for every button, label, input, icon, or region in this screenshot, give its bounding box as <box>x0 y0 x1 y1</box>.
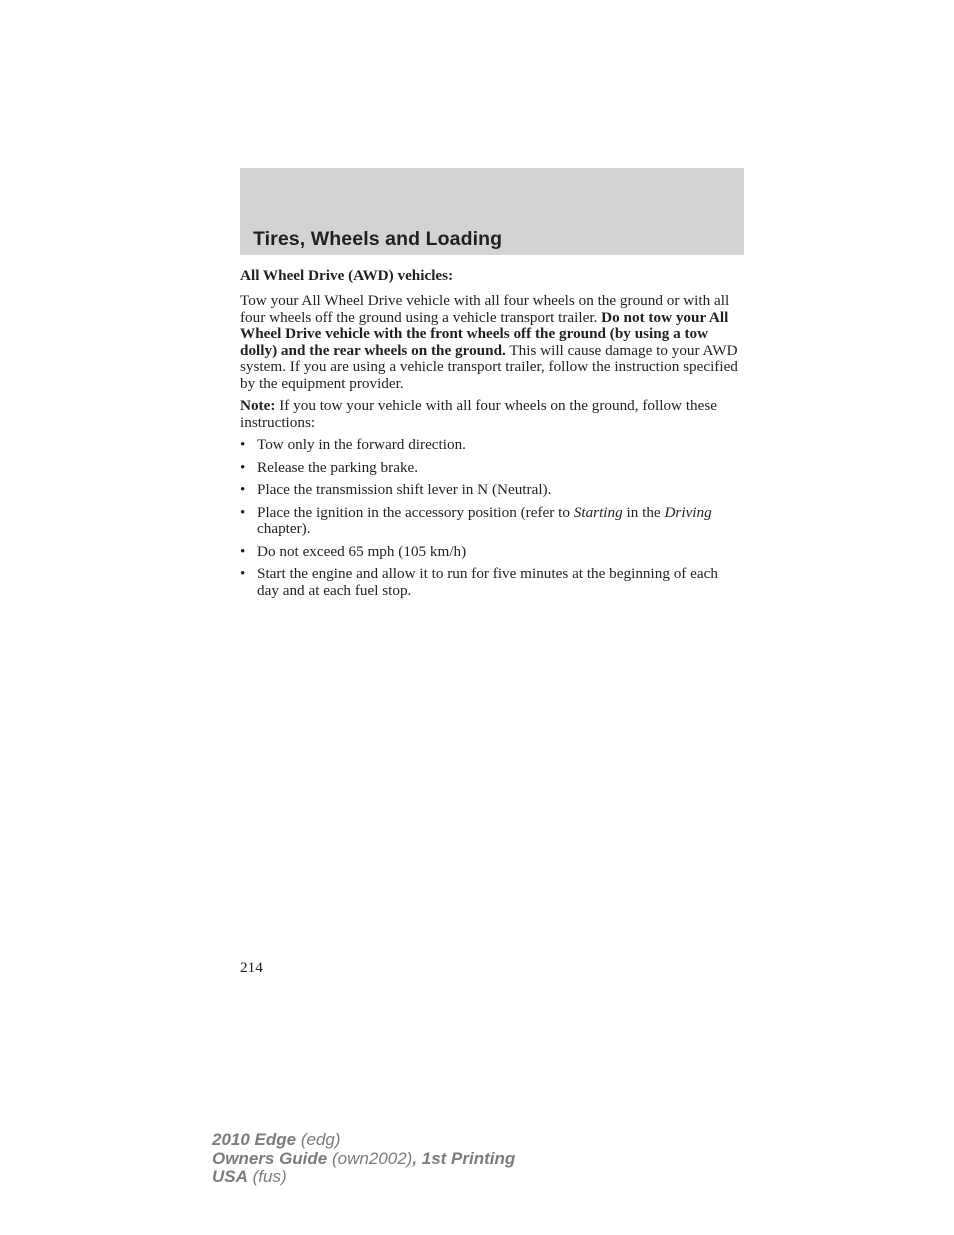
awd-paragraph-warning: Do not tow your All Wheel Drive vehicle with the front wheels off the ground (by using a tow dolly) and the rear wheels on the ground. <box>240 308 729 359</box>
awd-paragraph-text-2: This will cause damage to your AWD system. If you are using a vehicle transport trailer, follow the instruction specified by the equipment provider. <box>240 341 738 392</box>
document-footer <box>212 1131 515 1187</box>
starting-reference: Starting <box>573 503 623 521</box>
note-paragraph <box>240 398 740 431</box>
section-title: Tires, Wheels and Loading <box>253 228 503 250</box>
list-item: • Place the transmission shift lever in N (Neutral). <box>240 481 552 498</box>
bullet-icon: • <box>240 542 246 560</box>
bullet-icon: • <box>240 436 246 453</box>
footer-line-3: USA (fus) <box>212 1167 287 1186</box>
note-label: Note: <box>240 397 276 414</box>
list-item: • Do not exceed 65 mph (105 km/h) <box>240 542 467 560</box>
awd-paragraph <box>240 293 740 392</box>
footer-line-2: Owners Guide (own2002), 1st Printing <box>212 1148 516 1168</box>
list-item: • Tow only in the forward direction. <box>240 436 466 453</box>
list-item: • Release the parking brake. <box>240 458 419 476</box>
bullet-icon: • <box>240 481 246 498</box>
bullet-icon: • <box>240 503 246 521</box>
footer-line-1: 2010 Edge (edg) <box>212 1130 341 1149</box>
list-item: • Start the engine and allow it to run for five minutes at the beginning of each day and at each fuel stop. <box>240 565 718 599</box>
bullet-icon: • <box>240 565 246 582</box>
bullet-icon: • <box>240 458 246 476</box>
driving-chapter-reference: Driving <box>664 503 712 521</box>
page-number: 214 <box>240 959 263 976</box>
awd-paragraph-text-1: Tow your All Wheel Drive vehicle with all four wheels on the ground or with all four wheels off the ground using a vehicle transport trailer. <box>240 292 730 326</box>
instruction-list <box>240 437 740 599</box>
list-item: • Place the ignition in the accessory position (refer to Starting in the Driving chapter). <box>240 503 712 537</box>
page-content <box>240 266 740 605</box>
note-text: If you tow your vehicle with all four wheels on the ground, follow these instructions: <box>240 397 718 431</box>
section-header-band <box>240 168 744 255</box>
awd-heading: All Wheel Drive (AWD) vehicles: <box>240 267 454 284</box>
